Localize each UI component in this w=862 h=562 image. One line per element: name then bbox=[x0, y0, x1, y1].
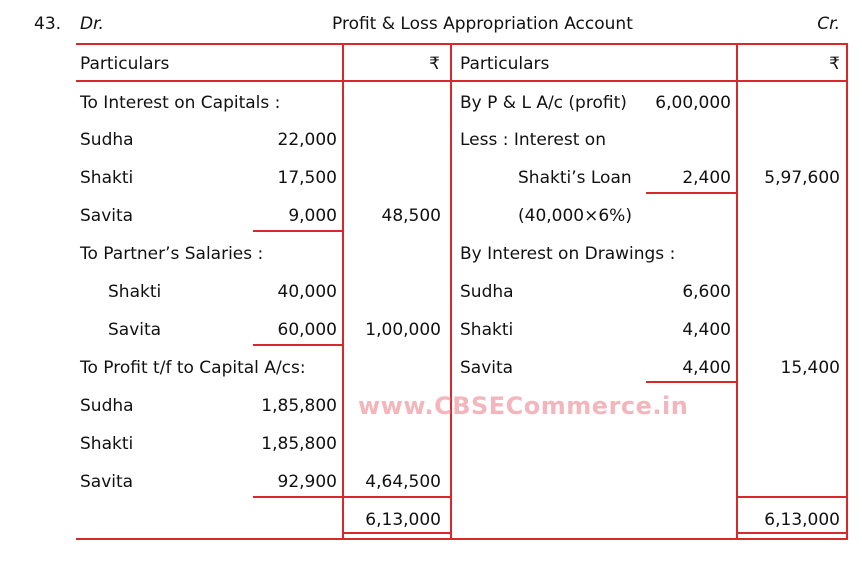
dr-label: Dr. bbox=[80, 14, 104, 34]
cr-label: Cr. bbox=[817, 14, 840, 34]
question-number: 43. bbox=[34, 14, 62, 34]
profit-total: 4,64,500 bbox=[365, 472, 441, 492]
salary-amount-savita: 60,000 bbox=[277, 320, 337, 340]
drawings-amount-shakti: 4,400 bbox=[682, 320, 731, 340]
interest-capitals-heading: To Interest on Capitals : bbox=[80, 93, 281, 113]
drawings-total: 15,400 bbox=[780, 358, 840, 378]
salary-total: 1,00,000 bbox=[365, 320, 441, 340]
total-top-left bbox=[342, 496, 450, 498]
profit-name-sudha: Sudha bbox=[80, 396, 134, 416]
underline-interest bbox=[253, 230, 343, 232]
col-divider-1 bbox=[342, 43, 344, 540]
profit-amount-sudha: 1,85,800 bbox=[261, 396, 337, 416]
left-particulars-header: Particulars bbox=[80, 54, 170, 74]
net-profit-amount: 5,97,600 bbox=[764, 168, 840, 188]
profit-amount-savita: 92,900 bbox=[277, 472, 337, 492]
total-double-right bbox=[736, 532, 848, 534]
left-amount-header: ₹ bbox=[429, 54, 440, 74]
col-divider-2 bbox=[450, 43, 452, 540]
profit-name-shakti: Shakti bbox=[80, 434, 134, 454]
account-title: Profit & Loss Appropriation Account bbox=[332, 14, 633, 34]
col-divider-4 bbox=[846, 43, 848, 540]
interest-name-shakti: Shakti bbox=[80, 168, 134, 188]
watermark-text: www.CBSECommerce.in bbox=[358, 392, 689, 420]
pl-profit-label: By P & L A/c (profit) bbox=[460, 93, 627, 113]
interest-name-savita: Savita bbox=[80, 206, 134, 226]
bottom-border bbox=[76, 538, 848, 540]
salary-amount-shakti: 40,000 bbox=[277, 282, 337, 302]
loan-calculation: (40,000×6%) bbox=[518, 206, 632, 226]
right-particulars-header: Particulars bbox=[460, 54, 550, 74]
profit-amount-shakti: 1,85,800 bbox=[261, 434, 337, 454]
top-border bbox=[76, 43, 848, 45]
profit-transfer-heading: To Profit t/f to Capital A/cs: bbox=[80, 358, 306, 378]
underline-profit bbox=[253, 496, 343, 498]
loan-label: Shakti’s Loan bbox=[518, 168, 632, 188]
drawings-heading: By Interest on Drawings : bbox=[460, 244, 676, 264]
drawings-amount-savita: 4,400 bbox=[682, 358, 731, 378]
interest-amount-shakti: 17,500 bbox=[277, 168, 337, 188]
underline-loan bbox=[646, 192, 736, 194]
interest-amount-savita: 9,000 bbox=[288, 206, 337, 226]
loan-interest-amount: 2,400 bbox=[682, 168, 731, 188]
total-top-right bbox=[736, 496, 848, 498]
debit-grand-total: 6,13,000 bbox=[365, 510, 441, 530]
pl-profit-amount: 6,00,000 bbox=[655, 93, 731, 113]
col-divider-3 bbox=[736, 43, 738, 540]
underline-drawings bbox=[646, 381, 736, 383]
total-double-left bbox=[342, 532, 450, 534]
salary-name-shakti: Shakti bbox=[108, 282, 162, 302]
drawings-name-sudha: Sudha bbox=[460, 282, 514, 302]
interest-name-sudha: Sudha bbox=[80, 130, 134, 150]
underline-salary bbox=[253, 344, 343, 346]
profit-name-savita: Savita bbox=[80, 472, 134, 492]
credit-grand-total: 6,13,000 bbox=[764, 510, 840, 530]
salaries-heading: To Partner’s Salaries : bbox=[80, 244, 264, 264]
drawings-amount-sudha: 6,600 bbox=[682, 282, 731, 302]
interest-amount-sudha: 22,000 bbox=[277, 130, 337, 150]
drawings-name-shakti: Shakti bbox=[460, 320, 514, 340]
interest-total: 48,500 bbox=[381, 206, 441, 226]
right-amount-header: ₹ bbox=[829, 54, 840, 74]
salary-name-savita: Savita bbox=[108, 320, 162, 340]
drawings-name-savita: Savita bbox=[460, 358, 514, 378]
less-interest-label: Less : Interest on bbox=[460, 130, 606, 150]
header-divider bbox=[76, 80, 848, 82]
